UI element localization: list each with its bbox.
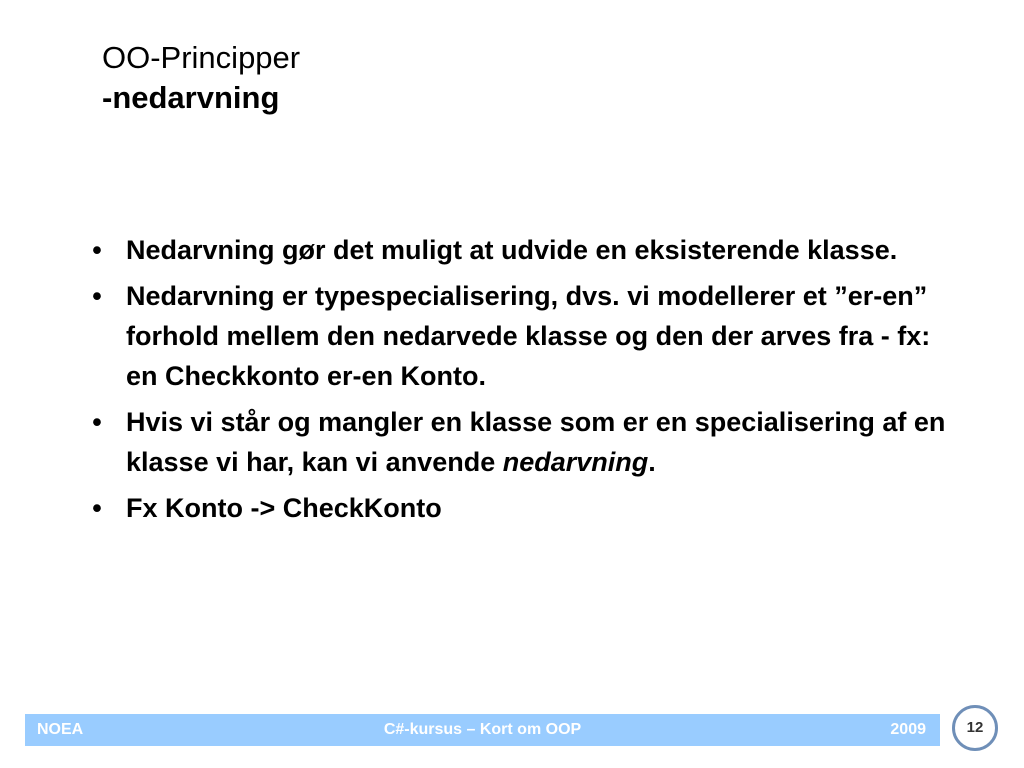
slide-title	[102, 38, 300, 118]
bullet-text: Hvis vi står og mangler en klasse som er en specialisering af en klasse vi har, kan vi anvende	[126, 407, 946, 477]
footer-bar	[25, 714, 940, 746]
bullet-icon: •	[92, 407, 102, 437]
bullet-text: Nedarvning er typespecialisering, dvs. vi modellerer et ”er-en” forhold mellem den nedarvede klasse og den der arves fra - fx: en Checkkonto er-en Konto.	[126, 281, 931, 391]
bullet-text-end: .	[648, 447, 656, 477]
page-number-badge: 12	[952, 705, 998, 751]
footer-left: NOEA	[37, 721, 84, 738]
bullet-item	[86, 402, 946, 482]
bullet-icon: •	[92, 493, 102, 523]
footer-center: C#-kursus – Kort om OOP	[383, 721, 582, 738]
title-line-2: -nedarvning	[102, 80, 280, 115]
bullet-emphasis: nedarvning	[502, 447, 649, 477]
title-line-1: OO-Principper	[102, 40, 301, 75]
bullet-item	[86, 488, 946, 528]
bullet-list	[86, 230, 946, 534]
footer-right: 2009	[890, 721, 926, 738]
bullet-item	[86, 230, 946, 270]
bullet-text: Fx Konto -> CheckKonto	[126, 493, 442, 523]
bullet-text: Nedarvning gør det muligt at udvide en eksisterende klasse.	[126, 235, 898, 265]
bullet-icon: •	[92, 281, 102, 311]
bullet-icon: •	[92, 235, 102, 265]
bullet-item	[86, 276, 946, 396]
